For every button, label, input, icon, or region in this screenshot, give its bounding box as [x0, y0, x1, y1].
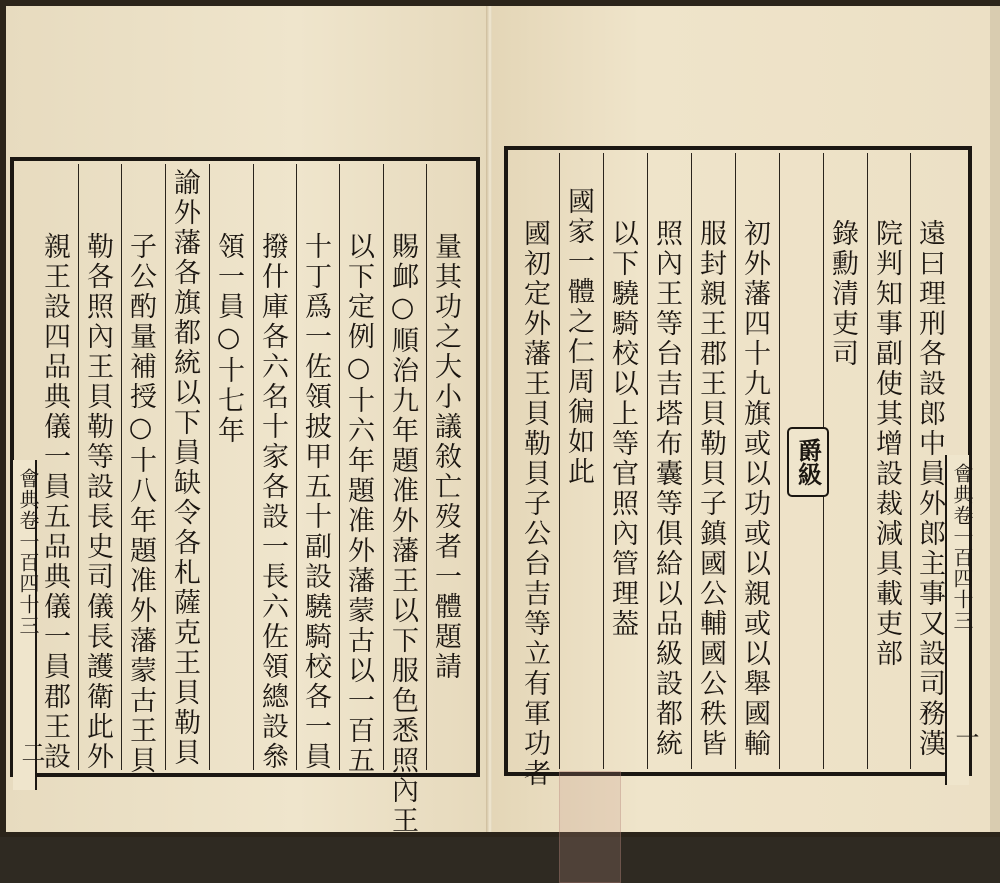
text-column: 賜䘏○順治九年題准外藩王以下服色悉照內王 — [387, 232, 418, 836]
text-column: 國初定外藩王貝勒貝子公台吉等立有軍功者 — [519, 219, 550, 789]
column-rule — [121, 164, 122, 770]
page-edge — [990, 6, 1000, 832]
column-rule — [779, 153, 780, 769]
text-column: 勒各照內王貝勒等設長史司儀長護衛此外 — [82, 232, 113, 772]
right-text-frame — [504, 146, 979, 789]
column-rule — [910, 153, 911, 769]
text-column: 以下驍騎校以上等官照內管理葢 — [607, 219, 638, 639]
text-column: 照內王等台吉塔布囊等俱給以品級設都統 — [651, 219, 682, 759]
text-column: 錄勳清吏司 — [827, 219, 858, 369]
column-rule — [647, 153, 648, 769]
right-margin-page: 一 — [951, 725, 979, 750]
text-column: 十丁爲一佐領披甲五十副設驍騎校各一員 — [300, 232, 331, 772]
column-rule — [867, 153, 868, 769]
left-margin-page: 二 — [17, 740, 45, 765]
column-rule — [426, 164, 427, 770]
text-column: 以下定例○十六年題准外藩蒙古以一百五 — [343, 232, 374, 776]
left-margin-label: 會典卷一百四十三 — [16, 468, 40, 636]
text-column: 國家一體之仁周徧如此 — [563, 187, 594, 487]
right-fish-tail-margin — [945, 455, 979, 785]
text-column: 撥什庫各六名十家各設一長六佐領總設叅 — [257, 232, 288, 772]
faint-seal-stamp — [559, 771, 621, 883]
column-rule — [339, 164, 340, 770]
text-column: 諭外藩各旗都統以下員缺令各札薩克王貝勒貝 — [169, 168, 200, 768]
left-fish-tail-margin — [13, 460, 45, 790]
text-column: 親王設四品典儀一員五品典儀一員郡王設 — [39, 232, 70, 772]
left-text-frame — [10, 157, 480, 836]
text-column: 遠曰理刑各設郎中員外郎主事又設司務漢 — [914, 219, 945, 759]
column-rule — [735, 153, 736, 769]
column-rule — [78, 164, 79, 770]
column-rule — [209, 164, 210, 770]
text-column: 初外藩四十九旗或以功或以親或以舉國輸 — [739, 219, 770, 759]
column-rule — [691, 153, 692, 769]
section-title-box — [787, 427, 829, 497]
column-rule — [296, 164, 297, 770]
text-column: 量其功之大小議敘亡歿者一體題請 — [430, 232, 461, 682]
text-column: 院判知事副使其增設裁減具載吏部 — [871, 219, 902, 669]
column-rule — [603, 153, 604, 769]
text-column: 服封親王郡王貝勒貝子鎮國公輔國公秩皆 — [695, 219, 726, 759]
column-rule — [383, 164, 384, 770]
section-title: 爵級 — [793, 438, 823, 486]
right-margin-label: 會典卷一百四十三 — [950, 463, 974, 631]
column-rule — [559, 153, 560, 769]
column-rule — [253, 164, 254, 770]
column-rule — [165, 164, 166, 770]
text-column: 子公酌量補授○十八年題准外藩蒙古王貝 — [125, 232, 156, 776]
text-column: 領一員○十七年 — [213, 232, 244, 446]
